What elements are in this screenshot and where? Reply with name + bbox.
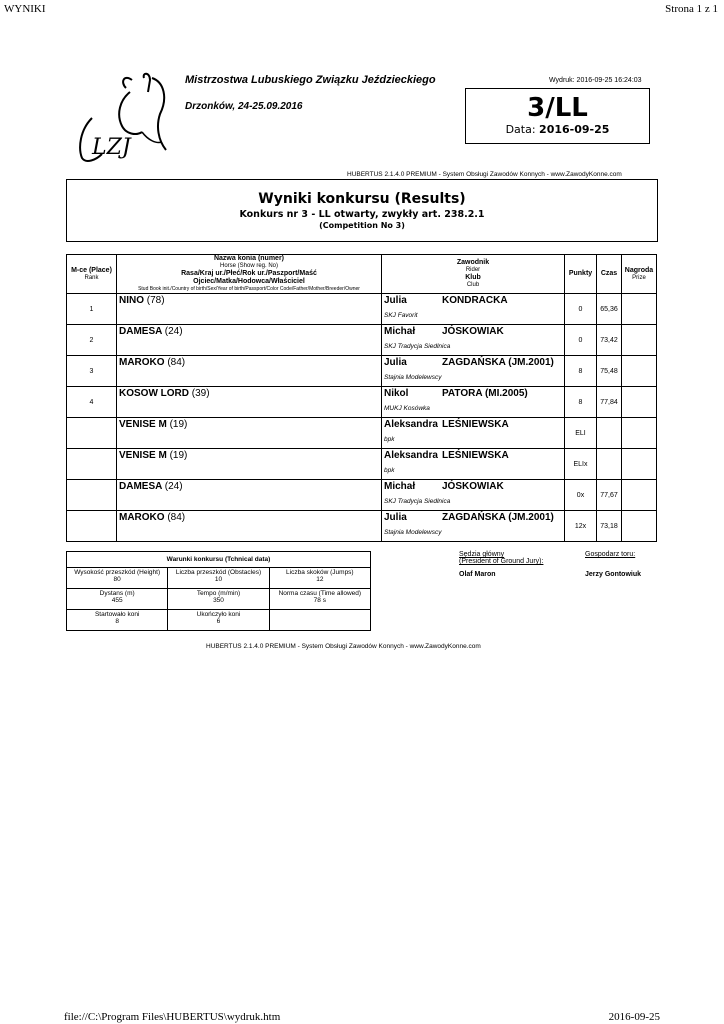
points-cell: 0 (565, 294, 597, 325)
place-cell (67, 480, 117, 511)
result-row (67, 511, 657, 542)
host-name: Jerzy Gontowiuk (585, 571, 642, 578)
rider-first-name: Michał (384, 481, 416, 492)
result-row (67, 356, 657, 387)
horse-name: KOSOW LORD (39) (119, 388, 210, 399)
points-cell: ELI (565, 418, 597, 449)
event-title: Mistrzostwa Lubuskiego Związku Jeździeckiego (185, 74, 436, 86)
place-cell (67, 418, 117, 449)
rider-first-name: Julia (384, 295, 407, 306)
competition-date: Data: 2016-09-25 (505, 123, 610, 136)
rider-club: Stajnia Modelewscy (384, 374, 442, 381)
horse-cell (117, 325, 382, 356)
rider-club: SKJ Tradycja Siedlnica (384, 343, 451, 350)
horse-cell (117, 480, 382, 511)
points-cell: 8 (565, 387, 597, 418)
result-row (67, 449, 657, 480)
result-row (67, 418, 657, 449)
competition-code: 3/LL (527, 93, 588, 123)
horse-name: DAMESA (24) (119, 326, 183, 337)
prize-cell (622, 325, 657, 356)
place-cell: 4 (67, 387, 117, 418)
results-title: Wyniki konkursu (Results) (258, 191, 466, 207)
place-cell (67, 511, 117, 542)
horse-cell (117, 449, 382, 480)
rider-first-name: Michał (384, 326, 416, 337)
rider-last-name: LEŚNIEWSKA (442, 419, 509, 430)
horse-cell (117, 294, 382, 325)
federation-logo (72, 70, 172, 166)
prize-cell (622, 418, 657, 449)
rider-club: Stajnia Modelewscy (384, 529, 442, 536)
prize-cell (622, 387, 657, 418)
rider-first-name: Aleksandra (384, 450, 438, 461)
place-cell: 3 (67, 356, 117, 387)
prize-cell (622, 294, 657, 325)
rider-cell (382, 387, 565, 418)
header-points: Punkty (565, 255, 597, 294)
rider-first-name: Julia (384, 512, 407, 523)
time-cell: 77,84 (597, 387, 622, 418)
time-cell (597, 418, 622, 449)
result-row (67, 480, 657, 511)
rider-cell (382, 418, 565, 449)
horse-name: DAMESA (24) (119, 481, 183, 492)
rider-cell (382, 511, 565, 542)
tech-time-allowed: Norma czasu (Time allowed) 78 s (269, 589, 370, 610)
browser-page-title: WYNIKI (4, 3, 46, 15)
time-cell: 77,67 (597, 480, 622, 511)
rider-last-name: ZAGDAŃSKA (JM.2001) (442, 512, 554, 523)
tech-jumps: Liczba skoków (Jumps) 12 (269, 568, 370, 589)
rider-first-name: Aleksandra (384, 419, 438, 430)
rider-last-name: ZAGDAŃSKA (JM.2001) (442, 357, 554, 368)
prize-cell (622, 356, 657, 387)
time-cell: 65,36 (597, 294, 622, 325)
rider-first-name: Julia (384, 357, 407, 368)
tech-tempo: Tempo (m/min) 350 (168, 589, 269, 610)
header-time: Czas (597, 255, 622, 294)
tech-empty-cell (269, 610, 370, 631)
rider-last-name: PATORA (MI.2005) (442, 388, 528, 399)
rider-cell (382, 480, 565, 511)
result-row (67, 294, 657, 325)
tech-height: Wysokość przeszkód (Height) 80 (67, 568, 168, 589)
browser-file-path: file://C:\Program Files\HUBERTUS\wydruk.htm (64, 1011, 281, 1023)
rider-last-name: LEŚNIEWSKA (442, 450, 509, 461)
place-cell: 2 (67, 325, 117, 356)
horse-name: MAROKO (84) (119, 357, 186, 368)
browser-page-counter: Strona 1 z 1 (665, 3, 718, 15)
printed-timestamp: Wydruk: 2016-09-25 16:24:03 (549, 77, 642, 84)
rider-club: bpk (384, 436, 395, 443)
browser-print-date: 2016-09-25 (608, 1011, 660, 1023)
points-cell: 8 (565, 356, 597, 387)
competition-code-box (465, 88, 650, 144)
rider-club: MUKJ Kosówka (384, 405, 430, 412)
header-place: M-ce (Place) Rank (67, 255, 117, 294)
judge-name: Olaf Maron (459, 571, 496, 578)
horse-cell (117, 356, 382, 387)
time-cell: 73,42 (597, 325, 622, 356)
horse-cell (117, 511, 382, 542)
header-prize: Nagroda Prize (622, 255, 657, 294)
horse-cell (117, 387, 382, 418)
rider-last-name: KONDRACKA (442, 295, 508, 306)
points-cell: 0 (565, 325, 597, 356)
rider-last-name: JÓSKOWIAK (442, 326, 504, 337)
place-cell: 1 (67, 294, 117, 325)
rider-last-name: JÓSKOWIAK (442, 481, 504, 492)
horse-cell (117, 418, 382, 449)
tech-obstacles: Liczba przeszkód (Obstacles) 10 (168, 568, 269, 589)
rider-cell (382, 356, 565, 387)
horse-name: VENISE M (19) (119, 450, 188, 461)
place-cell (67, 449, 117, 480)
tech-finished: Ukończyło koni 6 (168, 610, 269, 631)
rider-club: bpk (384, 467, 395, 474)
header-horse: Nazwa konia (numer) Horse (Show reg. No) Rasa/Kraj ur./Płeć/Rok ur./Paszport/Maść Ojciec/Matka/Hodowca/Właściciel Stud Book init./Country of birth/Sex/Year of birth/Passport/Color Code/Father/Mother/Breeder/Owner (117, 255, 382, 294)
results-title-box (66, 179, 658, 242)
time-cell: 73,18 (597, 511, 622, 542)
time-cell: 75,48 (597, 356, 622, 387)
points-cell: 0x (565, 480, 597, 511)
results-header-row (67, 255, 657, 294)
horse-name: MAROKO (84) (119, 512, 186, 523)
rider-cell (382, 449, 565, 480)
tech-started: Startowało koni 8 (67, 610, 168, 631)
rider-cell (382, 325, 565, 356)
prize-cell (622, 480, 657, 511)
rider-first-name: Nikol (384, 388, 409, 399)
tech-distance: Dystans (m) 455 (67, 589, 168, 610)
tech-title: Warunki konkursu (Tchnical data) (67, 552, 371, 568)
results-table (66, 254, 657, 542)
time-cell (597, 449, 622, 480)
horse-name: VENISE M (19) (119, 419, 188, 430)
header-rider: Zawodnik Rider Klub Club (382, 255, 565, 294)
system-line-bottom: HUBERTUS 2.1.4.0 PREMIUM - System Obsługi Zawodów Konnych - www.ZawodyKonne.com (206, 643, 481, 650)
competition-number: (Competition No 3) (319, 221, 405, 230)
horse-name: NINO (78) (119, 295, 165, 306)
points-cell: 12x (565, 511, 597, 542)
rider-cell (382, 294, 565, 325)
result-row (67, 387, 657, 418)
competition-subtitle: Konkurs nr 3 - LL otwarty, zwykły art. 238.2.1 (239, 209, 485, 220)
ground-jury: Sędzia główny (President of Ground Jury): Olaf Maron (459, 551, 544, 578)
prize-cell (622, 511, 657, 542)
system-line-top: HUBERTUS 2.1.4.0 PREMIUM - System Obsługi Zawodów Konnych - www.ZawodyKonne.com (347, 171, 622, 178)
course-designer: Gospodarz toru: Jerzy Gontowiuk (585, 551, 642, 578)
technical-data-table (66, 551, 371, 631)
result-row (67, 325, 657, 356)
prize-cell (622, 449, 657, 480)
rider-club: SKJ Favorit (384, 312, 418, 319)
rider-club: SKJ Tradycja Siedlnica (384, 498, 451, 505)
event-place-dates: Drzonków, 24-25.09.2016 (185, 101, 303, 112)
svg-text:LZJ: LZJ (92, 135, 131, 160)
points-cell: ELIx (565, 449, 597, 480)
